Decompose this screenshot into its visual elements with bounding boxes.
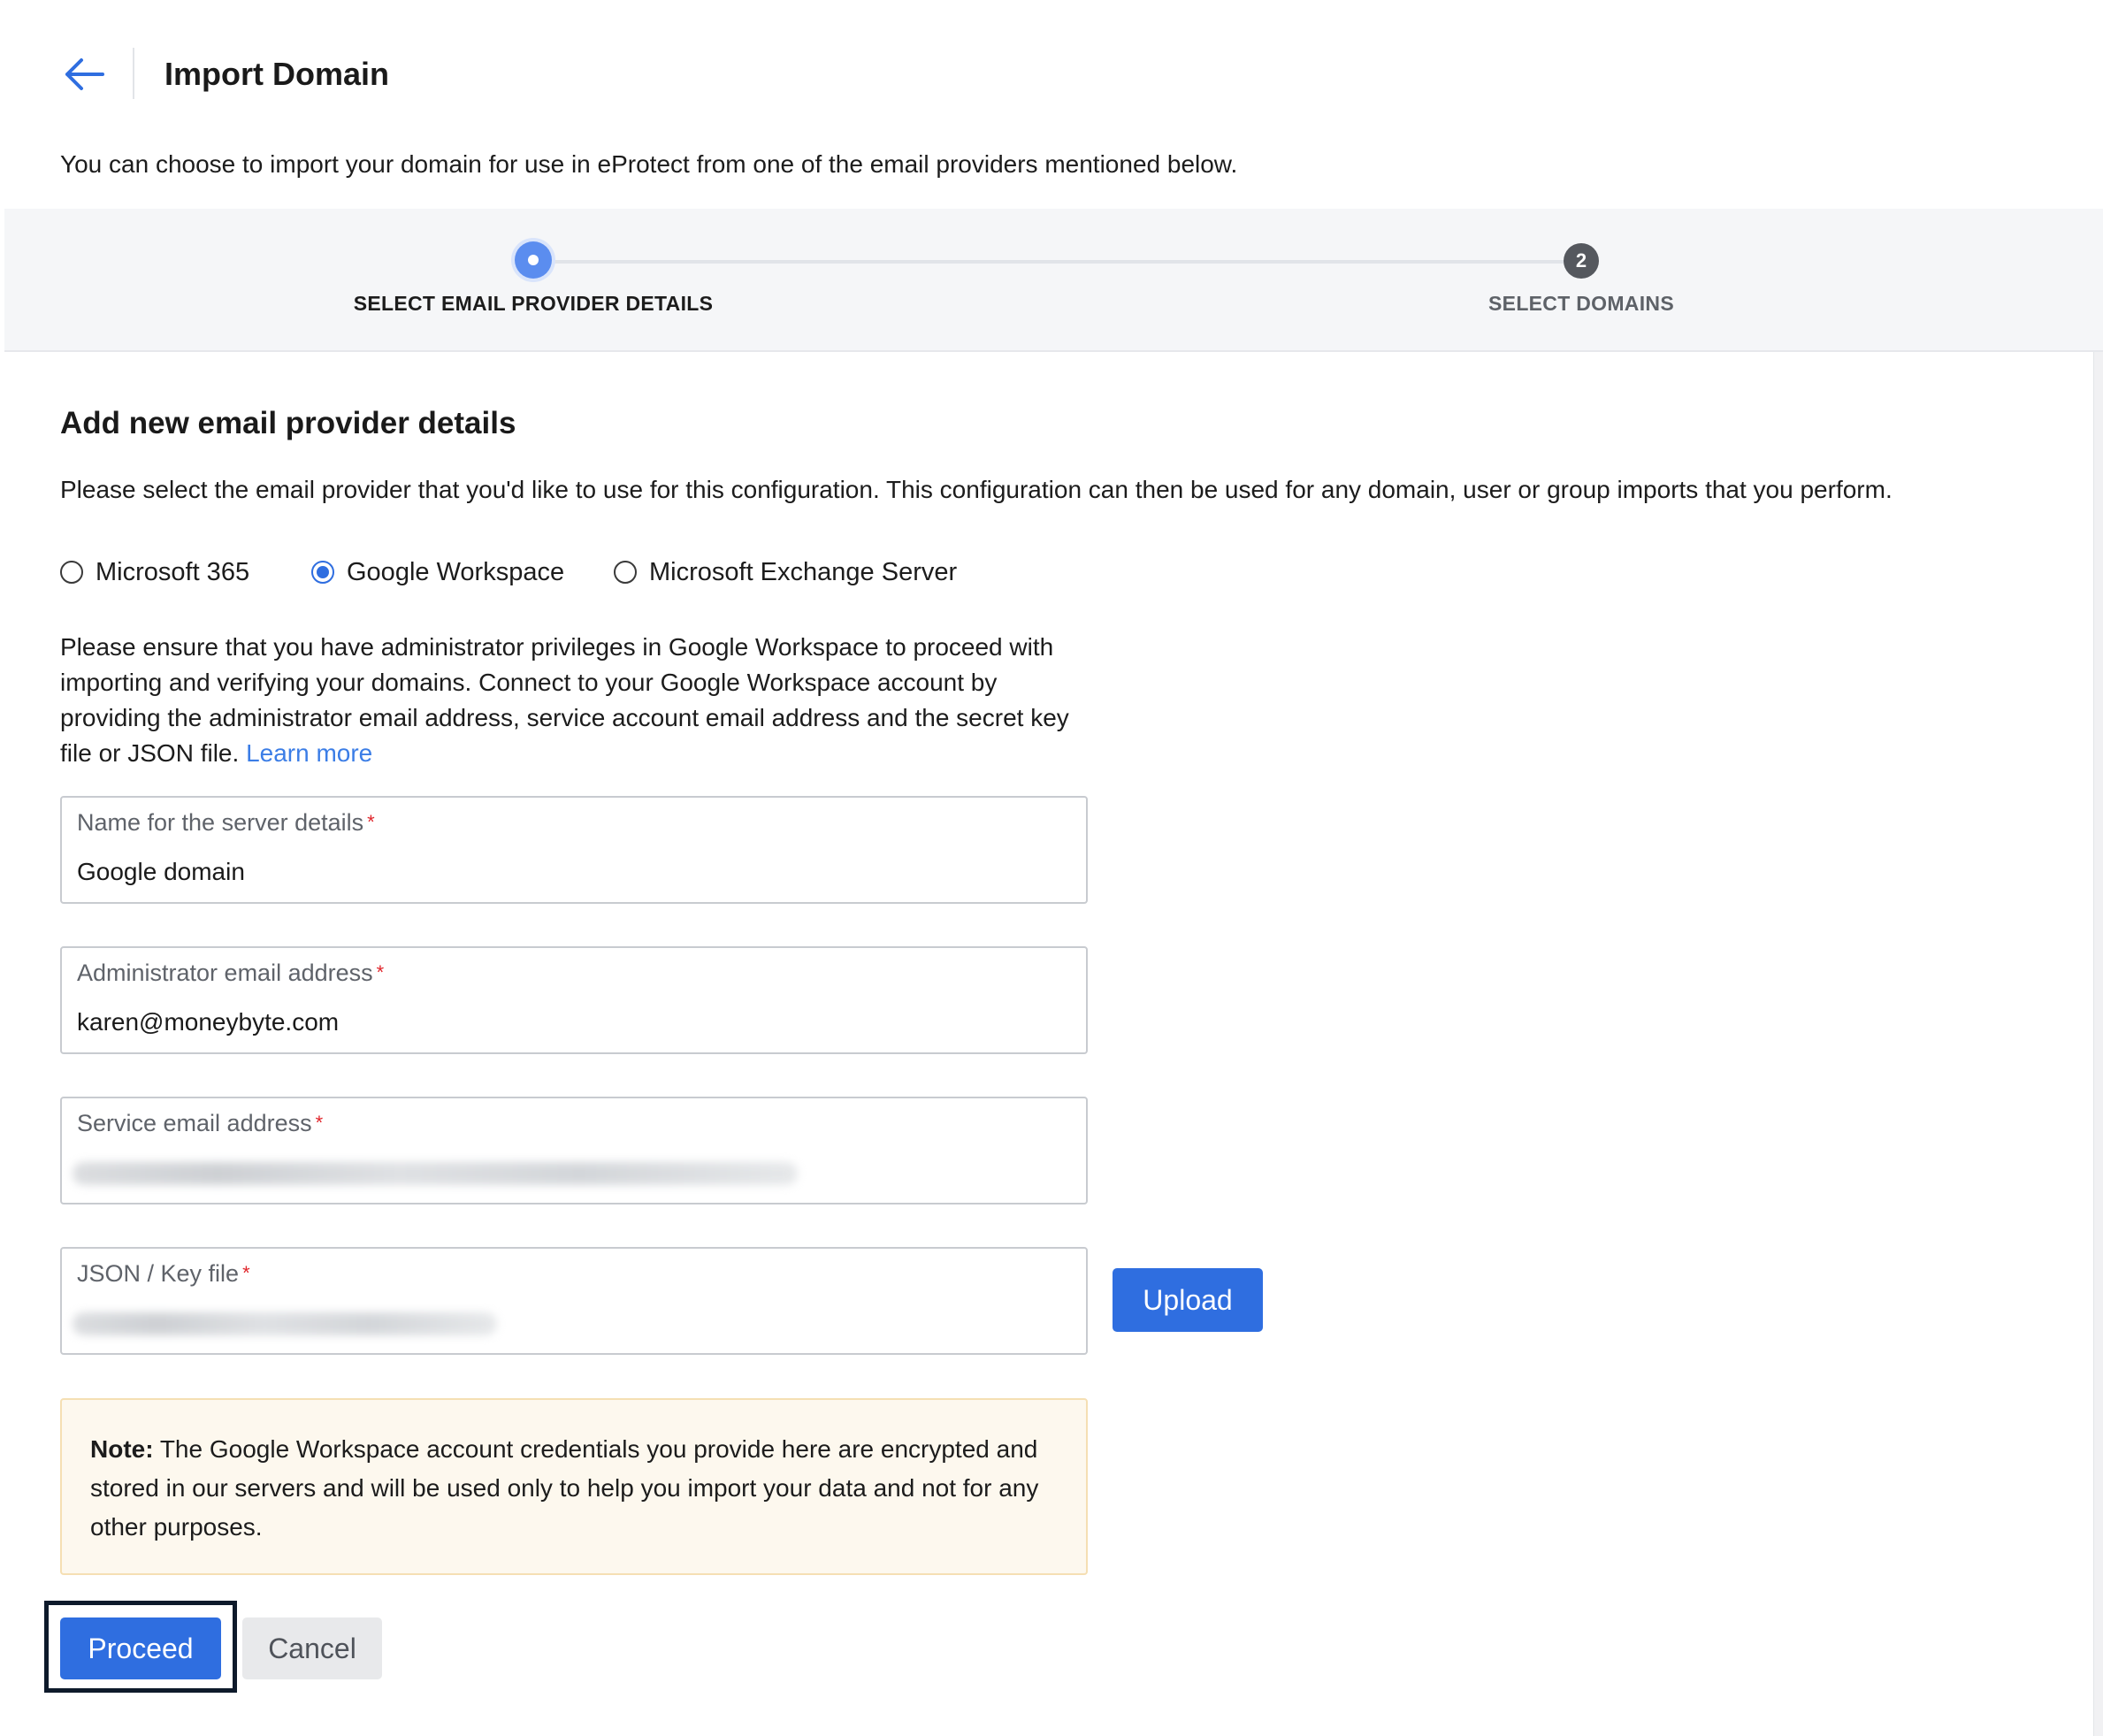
upload-button[interactable]: Upload — [1113, 1268, 1263, 1332]
server-name-field[interactable] — [60, 796, 1088, 904]
proceed-button[interactable]: Proceed — [60, 1617, 221, 1679]
page-title: Import Domain — [164, 56, 390, 92]
progress-stepper — [4, 209, 2103, 352]
field-label — [77, 957, 384, 989]
page-subtitle: You can choose to import your domain for use in eProtect from one of the email providers mentioned below. — [60, 150, 1238, 178]
radio-label: Microsoft Exchange Server — [649, 557, 958, 586]
arrow-left-icon[interactable] — [60, 55, 106, 94]
required-mark: * — [367, 811, 375, 833]
radio-button-icon[interactable] — [60, 561, 83, 584]
required-mark: * — [315, 1112, 324, 1134]
radio-label: Google Workspace — [347, 557, 565, 586]
learn-more-link[interactable]: Learn more — [246, 739, 373, 767]
vertical-scrollbar[interactable] — [2093, 352, 2103, 1736]
radio-microsoft-exchange-server[interactable] — [614, 554, 957, 590]
info-text-body: Please ensure that you have administrator privileges in Google Workspace to proceed with importing and verifying your domains. Connect to your Google Workspace account by providing the administrator email address, service account email address and the secret key file or JSON file. — [60, 633, 1069, 767]
section-title: Add new email provider details — [60, 406, 516, 440]
radio-label: Microsoft 365 — [96, 557, 250, 586]
radio-microsoft-365[interactable] — [60, 554, 249, 590]
admin-email-field[interactable] — [60, 946, 1088, 1054]
radio-button-checked-icon[interactable] — [311, 561, 334, 584]
step-2-indicator: 2 — [1564, 243, 1599, 279]
header-divider — [133, 48, 134, 99]
field-label — [77, 1258, 250, 1289]
note-text — [90, 1430, 1063, 1547]
step-2-label: SELECT DOMAINS — [1488, 292, 1674, 315]
field-label — [77, 807, 375, 838]
page-header — [0, 0, 2103, 178]
field-label-text: Administrator email address — [77, 960, 373, 986]
step-1-label: SELECT EMAIL PROVIDER DETAILS — [353, 292, 714, 315]
radio-button-icon[interactable] — [614, 561, 637, 584]
step-1-indicator — [515, 241, 552, 279]
note-box — [60, 1398, 1088, 1575]
required-mark: * — [242, 1262, 250, 1284]
json-key-file-field[interactable] — [60, 1247, 1088, 1355]
field-label-text: Name for the server details — [77, 809, 364, 836]
step-connector — [533, 260, 1582, 264]
note-title: Note: — [90, 1435, 154, 1463]
server-name-input[interactable] — [77, 856, 1050, 888]
cancel-button[interactable]: Cancel — [242, 1617, 382, 1679]
required-mark: * — [376, 961, 385, 983]
field-label — [77, 1107, 323, 1139]
radio-google-workspace[interactable] — [311, 554, 564, 590]
service-email-field[interactable] — [60, 1097, 1088, 1204]
redacted-service-email — [73, 1162, 798, 1185]
section-description: Please select the email provider that you'd like to use for this configuration. This configuration can then be used for any domain, user or group imports that you perform. — [60, 476, 1893, 503]
admin-email-input[interactable] — [77, 1006, 1050, 1038]
info-text — [60, 630, 1104, 771]
note-body: The Google Workspace account credentials you provide here are encrypted and stored in our servers and will be used only to help you import your data and not for any other purposes. — [90, 1435, 1039, 1541]
redacted-key-file-name — [73, 1312, 497, 1335]
field-label-text: Service email address — [77, 1110, 312, 1136]
field-label-text: JSON / Key file — [77, 1260, 240, 1287]
